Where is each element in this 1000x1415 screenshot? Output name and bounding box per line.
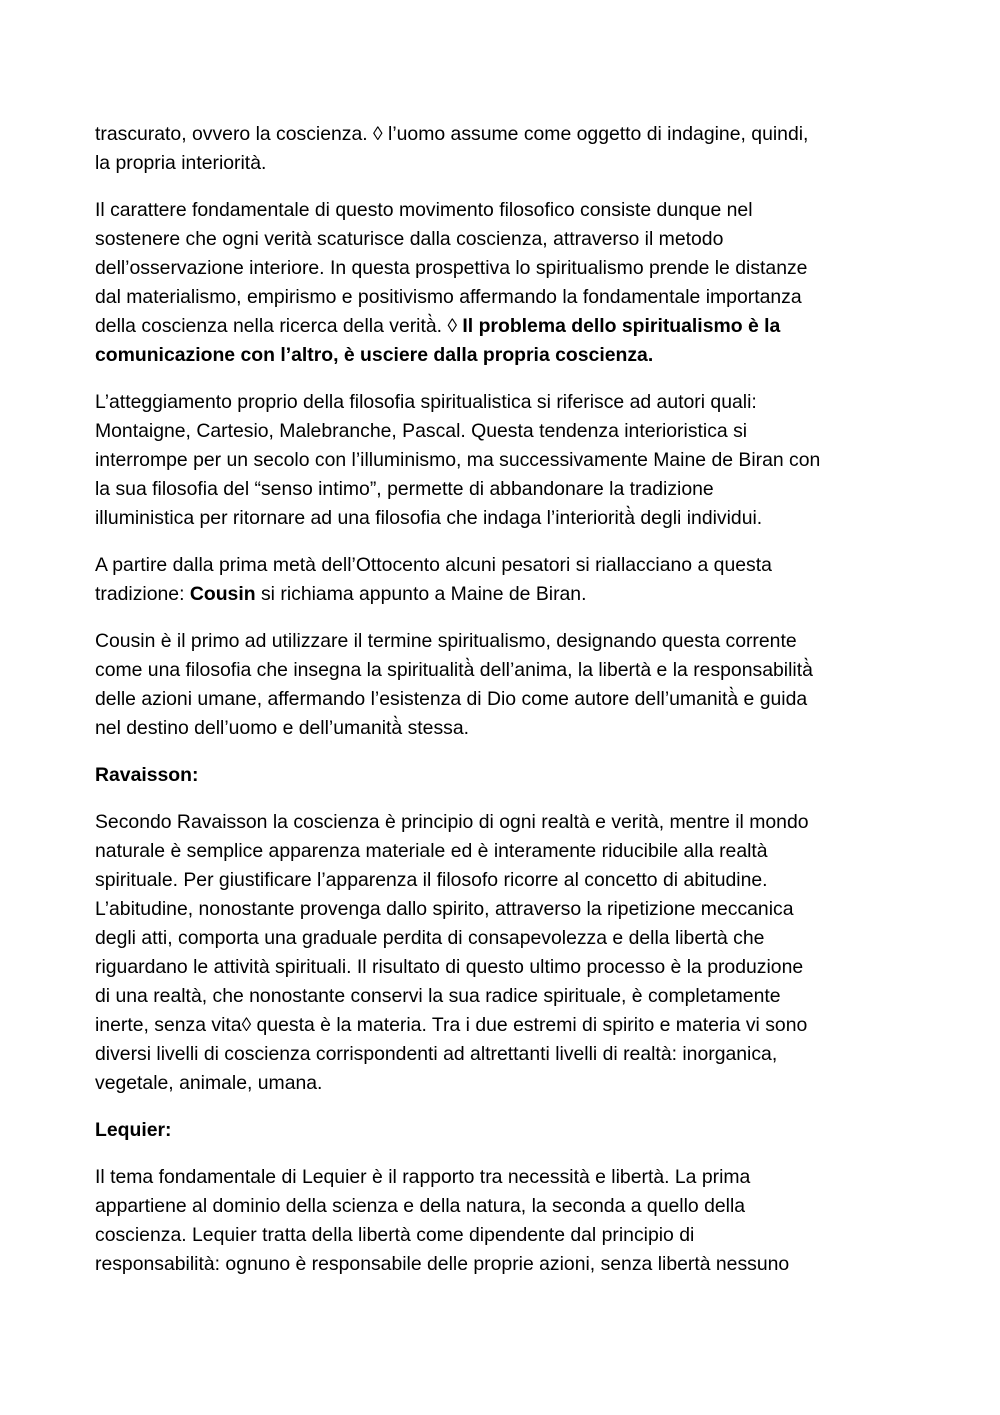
bold-text-run: comunicazione con l’altro, è usciere dalla propria coscienza. [95,344,654,366]
text-line: interrompe per un secolo con l’illuminismo, ma successivamente Maine de Biran con [95,449,821,471]
paragraph-fundamental-character [95,196,910,370]
bold-text-run: Il problema dello spiritualismo è la [462,315,781,337]
text-line: come una filosofia che insegna la spiritualità̀ dell’anima, la libertà e la responsabilità̀ [95,659,813,681]
text-line: diversi livelli di coscienza corrispondenti ad altrettanti livelli di realtà: inorganica, [95,1043,778,1065]
text-line: illuministica per ritornare ad una filosofia che indaga l’interiorità̀ degli individui. [95,507,763,529]
text-line: sostenere che ogni verità scaturisce dalla coscienza, attraverso il metodo [95,228,724,250]
text-line: nel destino dell’uomo e dell’umanità̀ stessa. [95,717,470,739]
text-line: la propria interiorità. [95,152,267,174]
text-line-bold [95,341,910,370]
text-line: responsabilità: ognuno è responsabile delle proprie azioni, senza libertà nessuno [95,1253,790,1275]
paragraph-ravaisson [95,808,910,1098]
text-line-mixed [95,312,910,341]
paragraph-nineteenth-century [95,551,910,609]
text-line: Cousin è il primo ad utilizzare il termine spiritualismo, designando questa corrente [95,630,797,652]
text-line: vegetale, animale, umana. [95,1072,323,1094]
text-line: L’atteggiamento proprio della filosofia spiritualistica si riferisce ad autori quali: [95,391,757,413]
text-line-mixed [95,580,910,609]
text-line: inerte, senza vita◊ questa è la materia. Tra i due estremi di spirito e materia vi sono [95,1014,808,1036]
text-line: Montaigne, Cartesio, Malebranche, Pascal. Questa tendenza interioristica si [95,420,748,442]
paragraph-intro-continuation [95,120,910,178]
text-line: appartiene al dominio della scienza e della natura, la seconda a quello della [95,1195,746,1217]
document-page [95,120,910,1297]
text-line: A partire dalla prima metà dell’Ottocento alcuni pesatori si riallacciano a questa [95,554,772,576]
text-line: trascurato, ovvero la coscienza. ◊ l’uomo assume come oggetto di indagine, quindi, [95,123,809,145]
paragraph-cousin [95,627,910,743]
section-heading-ravaisson: Ravaisson: [95,764,199,786]
text-line: dell’osservazione interiore. In questa prospettiva lo spiritualismo prende le distanze [95,257,808,279]
text-line: spirituale. Per giustificare l’apparenza il filosofo ricorre al concetto di abitudine. [95,869,768,891]
bold-text-run: Cousin [189,583,256,605]
text-line: Il carattere fondamentale di questo movimento filosofico consiste dunque nel [95,199,753,221]
paragraph-spiritualist-attitude [95,388,910,533]
text-run: della coscienza nella ricerca della verità̀. ◊ [95,315,463,337]
text-run: tradizione: [95,583,190,605]
text-line: degli atti, comporta una graduale perdita di consapevolezza e della libertà che [95,927,765,949]
text-line: coscienza. Lequier tratta della libertà come dipendente dal principio di [95,1224,695,1246]
text-run: si richiama appunto a Maine de Biran. [255,583,587,605]
text-line: Il tema fondamentale di Lequier è il rapporto tra necessità e libertà. La prima [95,1166,751,1188]
text-line: di una realtà, che nonostante conservi la sua radice spirituale, è completamente [95,985,781,1007]
text-line: L’abitudine, nonostante provenga dallo spirito, attraverso la ripetizione meccanica [95,898,794,920]
text-line: delle azioni umane, affermando l’esistenza di Dio come autore dell’umanità̀ e guida [95,688,808,710]
text-line: naturale è semplice apparenza materiale ed è interamente riducibile alla realtà [95,840,768,862]
text-line: la sua filosofia del “senso intimo”, permette di abbandonare la tradizione [95,478,714,500]
section-heading-lequier: Lequier: [95,1119,172,1141]
text-line: Secondo Ravaisson la coscienza è principio di ogni realtà e verità, mentre il mondo [95,811,809,833]
text-line: riguardano le attività spirituali. Il risultato di questo ultimo processo è la produzione [95,956,804,978]
paragraph-lequier [95,1163,910,1279]
text-line: dal materialismo, empirismo e positivismo affermando la fondamentale importanza [95,286,802,308]
